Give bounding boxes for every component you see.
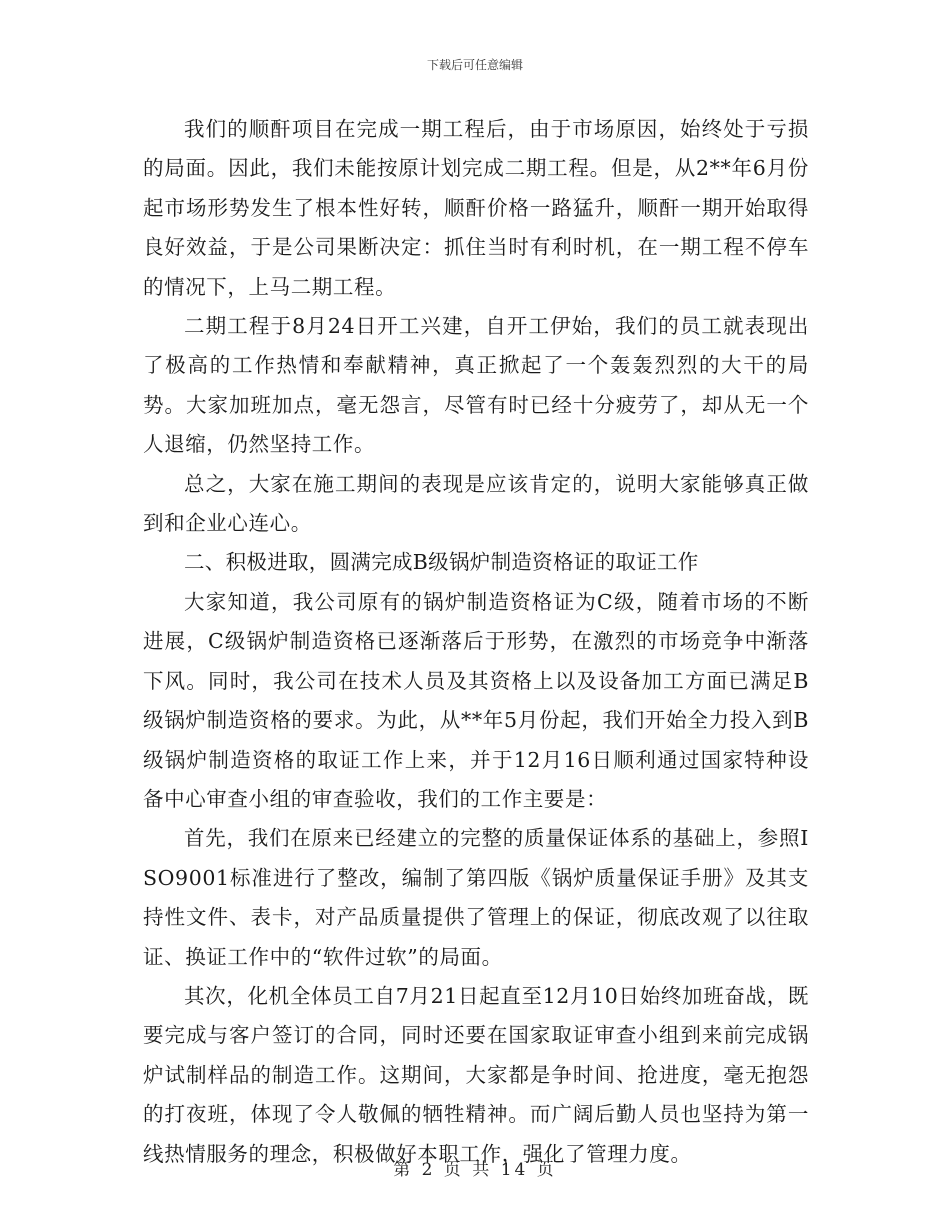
page-number-footer: 第 2 页 共 14 页 bbox=[393, 1160, 557, 1180]
paragraph-summary: 总之，大家在施工期间的表现是应该肯定的，说明大家能够真正做到和企业心连心。 bbox=[143, 471, 809, 536]
paragraph-first-measure: 首先，我们在原来已经建立的完整的质量保证体系的基础上，参照ISO9001标准进行了整改，编制了第四版《锅炉质量保证手册》及其支持性文件、表卡，对产品质量提供了管理上的保证，彻底改观了以往取证、换证工作中的“软件过软”的局面。 bbox=[143, 826, 809, 969]
paragraph-phase-two-construction: 二期工程于8月24日开工兴建，自开工伊始，我们的员工就表现出了极高的工作热情和奉献精神，真正掀起了一个轰轰烈烈的大干的局势。大家加班加点，毫无怨言，尽管有时已经十分疲劳了，却从无一个人退缩，仍然坚持工作。 bbox=[143, 314, 809, 457]
paragraph-project-background: 我们的顺酐项目在完成一期工程后，由于市场原因，始终处于亏损的局面。因此，我们未能按原计划完成二期工程。但是，从2**年6月份起市场形势发生了根本性好转，顺酐价格一路猛升，顺酐一期开始取得良好效益，于是公司果断决定：抓住当时有利时机，在一期工程不停车的情况下，上马二期工程。 bbox=[143, 117, 809, 299]
section-heading-b-level-certification: 二、积极进取，圆满完成B级锅炉制造资格证的取证工作 bbox=[184, 550, 699, 575]
paragraph-second-measure: 其次，化机全体员工自7月21日起直至12月10日始终加班奋战，既要完成与客户签订的合同，同时还要在国家取证审查小组到来前完成锅炉试制样品的制造工作。这期间，大家都是争时间、抢进度，毫无抱怨的打夜班，体现了令人敬佩的牺牲精神。而广阔后勤人员也坚持为第一线热情服务的理念，积极做好本职工作，强化了管理力度。 bbox=[143, 983, 809, 1166]
page-header: 下载后可任意编辑 bbox=[426, 58, 523, 72]
document-body bbox=[143, 110, 809, 1174]
paragraph-certification-background: 大家知道，我公司原有的锅炉制造资格证为C级，随着市场的不断进展，C级锅炉制造资格已逐渐落后于形势，在激烈的市场竞争中渐落下风。同时，我公司在技术人员及其资格上以及设备加工方面已满足B级锅炉制造资格的要求。为此，从**年5月份起，我们开始全力投入到B级锅炉制造资格的取证工作上来，并于12月16日顺利通过国家特种设备中心审查小组的审查验收，我们的工作主要是： bbox=[143, 589, 809, 811]
